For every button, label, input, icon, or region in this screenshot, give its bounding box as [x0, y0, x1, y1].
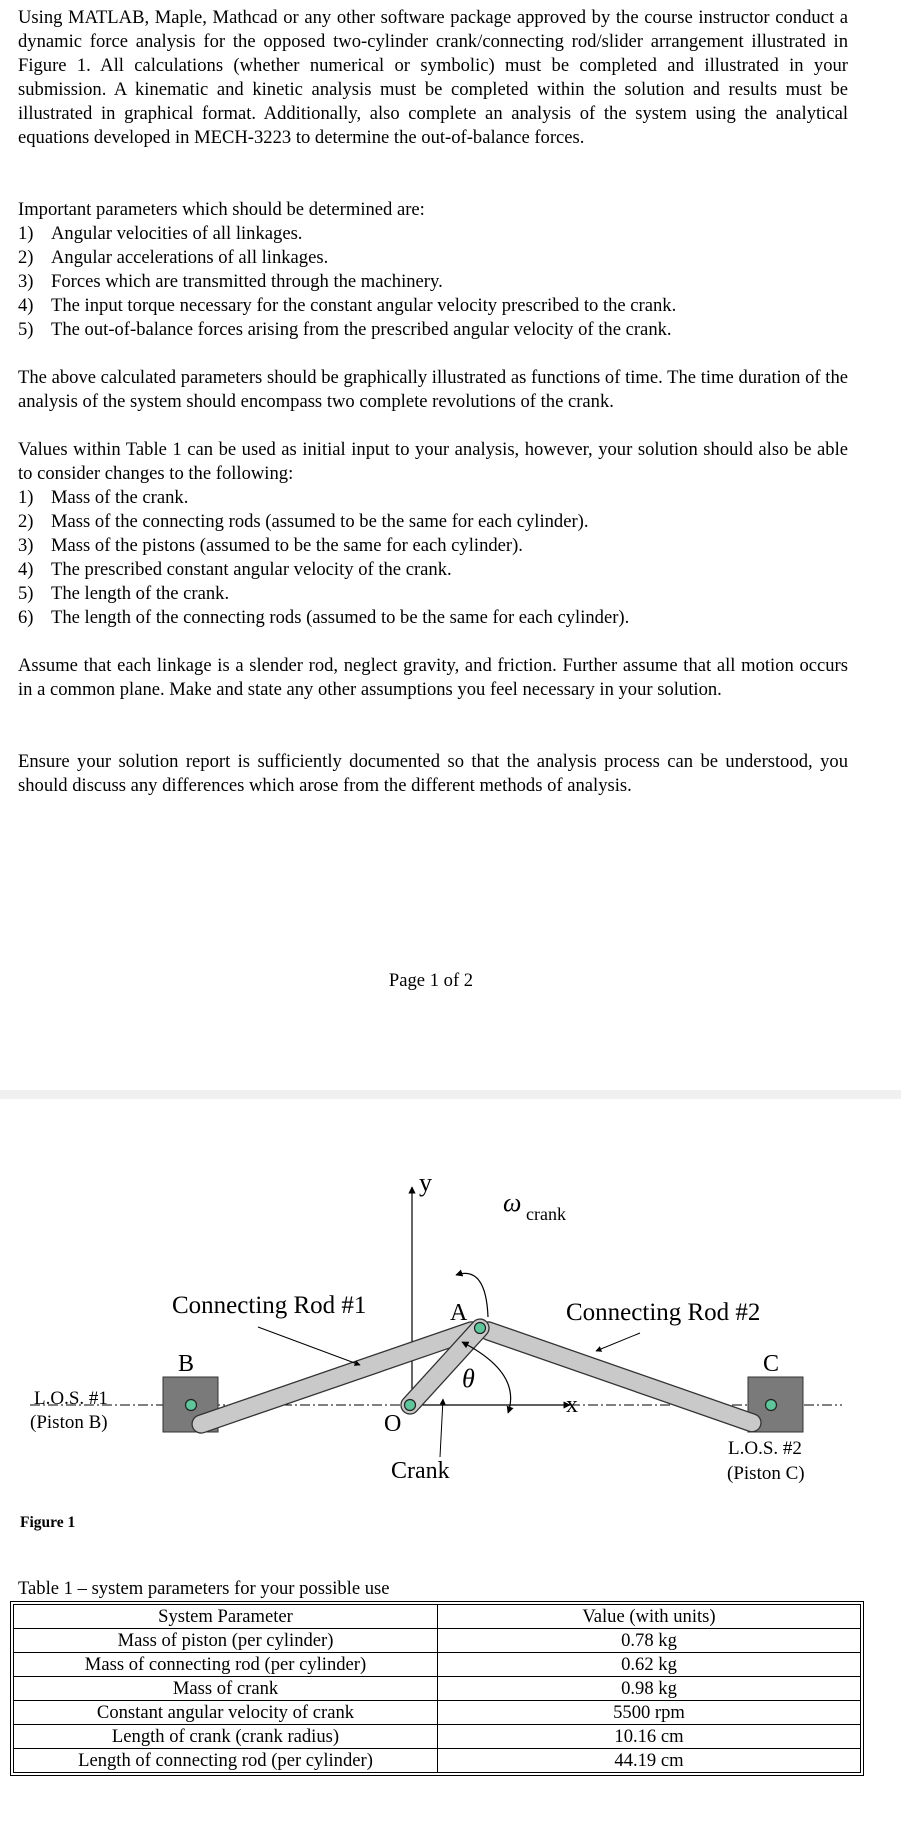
x-axis-label: x [566, 1392, 578, 1418]
table-row [14, 1653, 861, 1677]
params-heading: Important parameters which should be determined are: [18, 199, 425, 220]
pin-a [475, 1323, 486, 1334]
rod2-leader [596, 1333, 640, 1351]
table-row [14, 1749, 861, 1773]
intro-text: Using MATLAB, Maple, Mathcad or any other software package approved by the course instructor conduct a dynamic force analysis for the opposed two-cylinder crank/connecting rod/slider arrangement illustrated in Figure 1. All calculations (whether numerical or symbolic) must be completed and illustrated in your submission. A kinematic and kinetic analysis must be completed within the solution and results must be illustrated in graphical format. Additionally, also complete an analysis of the system using the analytical equations developed in MECH-3223 to determine the out-of-balance forces. [18, 7, 848, 148]
page-footer: Page 1 of 2 [388, 970, 474, 991]
theta-label: θ [462, 1364, 475, 1393]
list-item: 2) Mass of the connecting rods (assumed to be the same for each cylinder). [18, 511, 589, 532]
list-item: 3) Mass of the pistons (assumed to be the same for each cylinder). [18, 535, 523, 556]
mechanism-diagram [0, 1099, 901, 1519]
pin-c [766, 1400, 777, 1411]
params-section [18, 198, 848, 342]
graph-note-paragraph [18, 366, 848, 414]
table-row [14, 1701, 861, 1725]
changes-section [18, 438, 848, 630]
table-cell: Mass of connecting rod (per cylinder) [14, 1653, 438, 1677]
assumptions-text: Assume that each linkage is a slender rod, neglect gravity, and friction. Further assume that all motion occurs in a common plane. Make and state any other assumptions you feel necessary in your solution. [18, 655, 848, 700]
table-cell: 0.62 kg [438, 1653, 861, 1677]
table-cell: Mass of crank [14, 1677, 438, 1701]
documentation-paragraph [18, 750, 848, 798]
intro-paragraph [18, 6, 848, 150]
table-cell: 44.19 cm [438, 1749, 861, 1773]
omega-symbol: ω [503, 1188, 522, 1217]
los1-label: L.O.S. #1 [34, 1388, 108, 1409]
values-intro-text: Values within Table 1 can be used as initial input to your analysis, however, your solution should also be able to consider changes to the following: [18, 439, 848, 484]
omega-subscript: crank [526, 1204, 566, 1224]
params-list [18, 222, 848, 342]
los2-sublabel: (Piston C) [727, 1463, 805, 1484]
table-cell: Length of crank (crank radius) [14, 1725, 438, 1749]
list-item: 5) The out-of-balance forces arising from the prescribed angular velocity of the crank. [18, 319, 672, 340]
y-axis-label: y [419, 1168, 432, 1197]
los2-label: L.O.S. #2 [728, 1438, 802, 1459]
list-item: 5) The length of the crank. [18, 583, 230, 604]
point-b-label: B [178, 1351, 195, 1377]
table-cell: Constant angular velocity of crank [14, 1701, 438, 1725]
assumptions-paragraph [18, 654, 848, 702]
point-a-label: A [450, 1300, 468, 1326]
table-header: Value (with units) [438, 1605, 861, 1629]
table-row [14, 1629, 861, 1653]
list-item: 2) Angular accelerations of all linkages. [18, 247, 329, 268]
table-cell: 0.78 kg [438, 1629, 861, 1653]
table-cell: Length of connecting rod (per cylinder) [14, 1749, 438, 1773]
table-cell: 10.16 cm [438, 1725, 861, 1749]
parameters-table [13, 1604, 861, 1773]
los1-sublabel: (Piston B) [30, 1412, 108, 1433]
table-header-row [14, 1605, 861, 1629]
connecting-rod-2 [477, 1320, 763, 1435]
list-item: 6) The length of the connecting rods (assumed to be the same for each cylinder). [18, 607, 630, 628]
figure-label: Figure 1 [20, 1514, 76, 1531]
list-item: 1) Angular velocities of all linkages. [18, 223, 303, 244]
table-row [14, 1677, 861, 1701]
list-item: 1) Mass of the crank. [18, 487, 189, 508]
table-row [14, 1725, 861, 1749]
table-cell: 5500 rpm [438, 1701, 861, 1725]
rod2-label: Connecting Rod #2 [566, 1299, 761, 1326]
pin-o [405, 1400, 416, 1411]
documentation-text: Ensure your solution report is sufficiently documented so that the analysis process can be understood, you should discuss any differences which arose from the different methods of analysis. [18, 751, 848, 796]
parameters-table-frame [10, 1601, 864, 1776]
point-c-label: C [763, 1351, 780, 1377]
pin-b [186, 1400, 197, 1411]
table-caption: Table 1 – system parameters for your possible use [18, 1578, 390, 1599]
crank-leader [440, 1399, 443, 1457]
figure-1 [0, 1099, 901, 1519]
list-item: 4) The input torque necessary for the constant angular velocity prescribed to the crank. [18, 295, 677, 316]
table-header: System Parameter [14, 1605, 438, 1629]
changes-list [18, 486, 848, 630]
table-cell: 0.98 kg [438, 1677, 861, 1701]
rod1-label: Connecting Rod #1 [172, 1292, 367, 1319]
table-cell: Mass of piston (per cylinder) [14, 1629, 438, 1653]
rod1-leader [258, 1327, 360, 1365]
crank-label: Crank [391, 1458, 450, 1484]
page-gap [0, 1090, 901, 1099]
graph-note-text: The above calculated parameters should be graphically illustrated as functions of time. The time duration of the analysis of the system should encompass two complete revolutions of the crank. [18, 367, 848, 412]
point-o-label: O [384, 1411, 402, 1437]
list-item: 4) The prescribed constant angular velocity of the crank. [18, 559, 452, 580]
list-item: 3) Forces which are transmitted through the machinery. [18, 271, 443, 292]
